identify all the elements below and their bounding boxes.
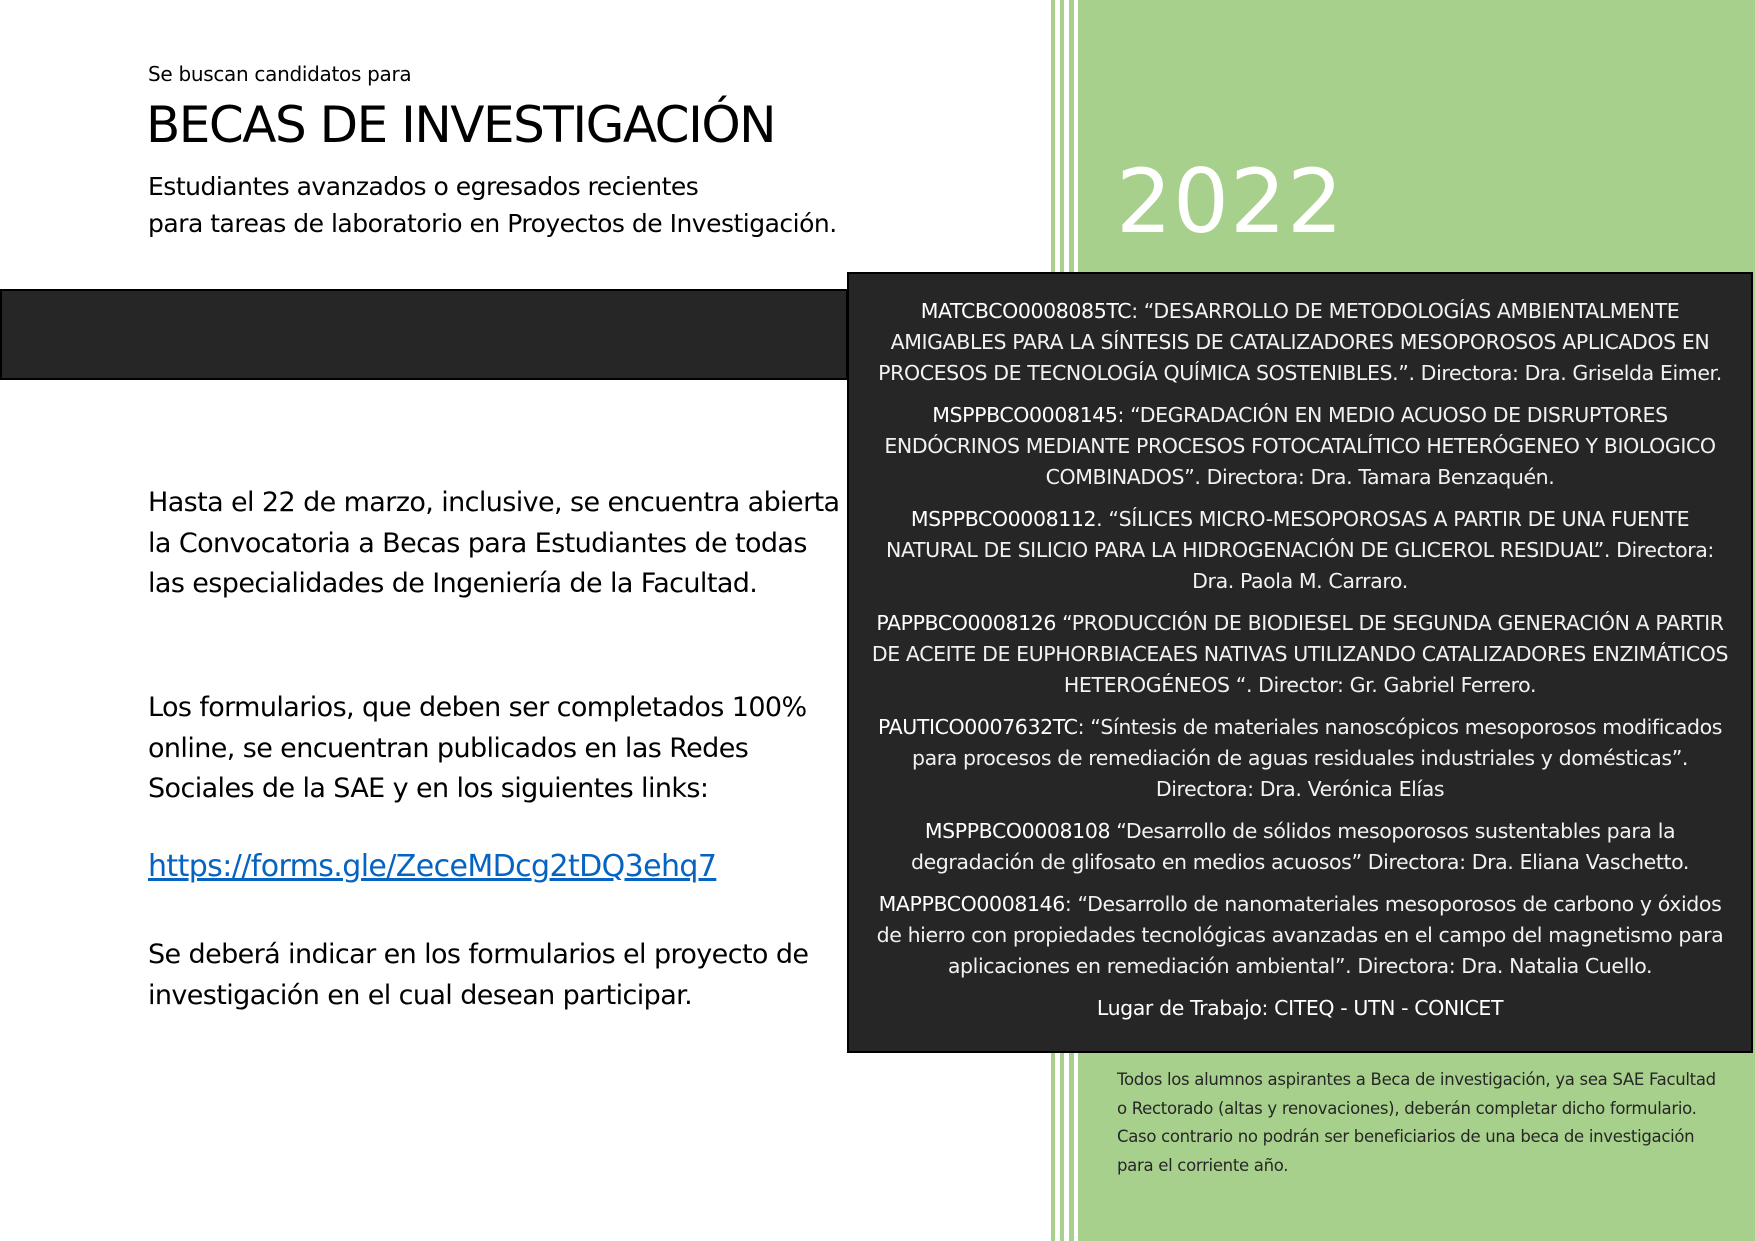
project-item [865, 608, 1735, 701]
project-item [865, 296, 1735, 389]
project-code: MATCBCO0008085TC [920, 299, 1132, 323]
page-title: BECAS DE INVESTIGACIÓN [146, 96, 776, 154]
project-item [865, 889, 1735, 982]
project-description: “PRODUCCIÓN DE BIODIESEL DE SEGUNDA GENERACIÓN A PARTIR DE ACEITE DE EUPHORBIACEAES NATIVAS UTILIZANDO CATALIZADORES ENZIMÁTICOS HETEROGÉNEOS “. Director: Gr. Gabriel Ferrero. [871, 611, 1729, 697]
project-description: : “DEGRADACIÓN EN MEDIO ACUOSO DE DISRUPTORES ENDÓCRINOS MEDIANTE PROCESOS FOTOCATALÍTICO HETERÓGENEO Y BIOLOGICO COMBINADOS”. Directora: Dra. Tamara Benzaquén. [884, 403, 1716, 489]
project-item [865, 504, 1735, 597]
subtitle-line: para tareas de laboratorio en Proyectos de Investigación. [148, 209, 837, 238]
footer-note: Todos los alumnos aspirantes a Beca de investigación, ya sea SAE Facultad o Rectorado (altas y renovaciones), deberán completar dicho formulario. Caso contrario no podrán ser beneficiarios de una beca de investigación para el corriente año. [1117, 1070, 1716, 1175]
project-item [865, 400, 1735, 493]
project-description: . “SÍLICES MICRO-MESOPOROSAS A PARTIR DE UNA FUENTE NATURAL DE SILICIO PARA LA HIDROGENACIÓN DE GLICEROL RESIDUAL”. Directora: Dra. Paola M. Carraro. [886, 507, 1714, 593]
year-label: 2022 [1116, 150, 1344, 253]
project-item [865, 712, 1735, 805]
dark-band [0, 289, 848, 380]
project-description: : “Síntesis de materiales nanoscópicos mesoporosos modificados para procesos de remediación de aguas residuales industriales y domésticas”. Directora: Dra. Verónica Elías [911, 715, 1723, 801]
announcement-paragraph: Hasta el 22 de marzo, inclusive, se encuentra abierta la Convocatoria a Becas para Estudiantes de todas las especialidades de Ingeniería de la Facultad. [148, 487, 840, 599]
project-code: MSPPBCO0008112 [910, 507, 1097, 531]
projects-box [847, 272, 1753, 1053]
project-code: MSPPBCO0008145 [932, 403, 1118, 427]
project-code: MAPPBCO0008146 [878, 892, 1065, 916]
project-description: : “DESARROLLO DE METODOLOGÍAS AMBIENTALMENTE AMIGABLES PARA LA SÍNTESIS DE CATALIZADORES MESOPOROSOS APLICADOS EN PROCESOS DE TECNOLOGÍA QUÍMICA SOSTENIBLES.”. Directora: Dra. Griselda Eimer. [878, 299, 1722, 385]
project-code: MSPPBCO0008108 [924, 819, 1111, 843]
workplace-text: Lugar de Trabajo: CITEQ - UTN - CONICET [1096, 996, 1504, 1020]
form-link[interactable]: https://forms.gle/ZeceMDcg2tDQ3ehq7 [148, 849, 717, 884]
project-description: “Desarrollo de sólidos mesoporosos sustentables para la degradación de glifosato en medios acuosos” Directora: Dra. Eliana Vaschetto. [910, 819, 1690, 874]
subtitle-line: Estudiantes avanzados o egresados recientes [148, 172, 699, 201]
project-code: PAUTICO0007632TC [877, 715, 1078, 739]
instruction-paragraph: Se deberá indicar en los formularios el proyecto de investigación en el cual desean participar. [148, 939, 809, 1011]
intro-text: Se buscan candidatos para [148, 62, 412, 86]
subtitle [148, 168, 948, 242]
project-code: PAPPBCO0008126 [876, 611, 1057, 635]
project-item [865, 816, 1735, 878]
project-description: : “Desarrollo de nanomateriales mesoporosos de carbono y óxidos de hierro con propiedades tecnológicas avanzadas en el campo del magnetismo para aplicaciones en remediación ambiental”. Directora: Dra. Natalia Cuello. [876, 892, 1724, 978]
forms-paragraph: Los formularios, que deben ser completados 100% online, se encuentran publicados en las Redes Sociales de la SAE y en los siguientes links: [148, 692, 807, 804]
